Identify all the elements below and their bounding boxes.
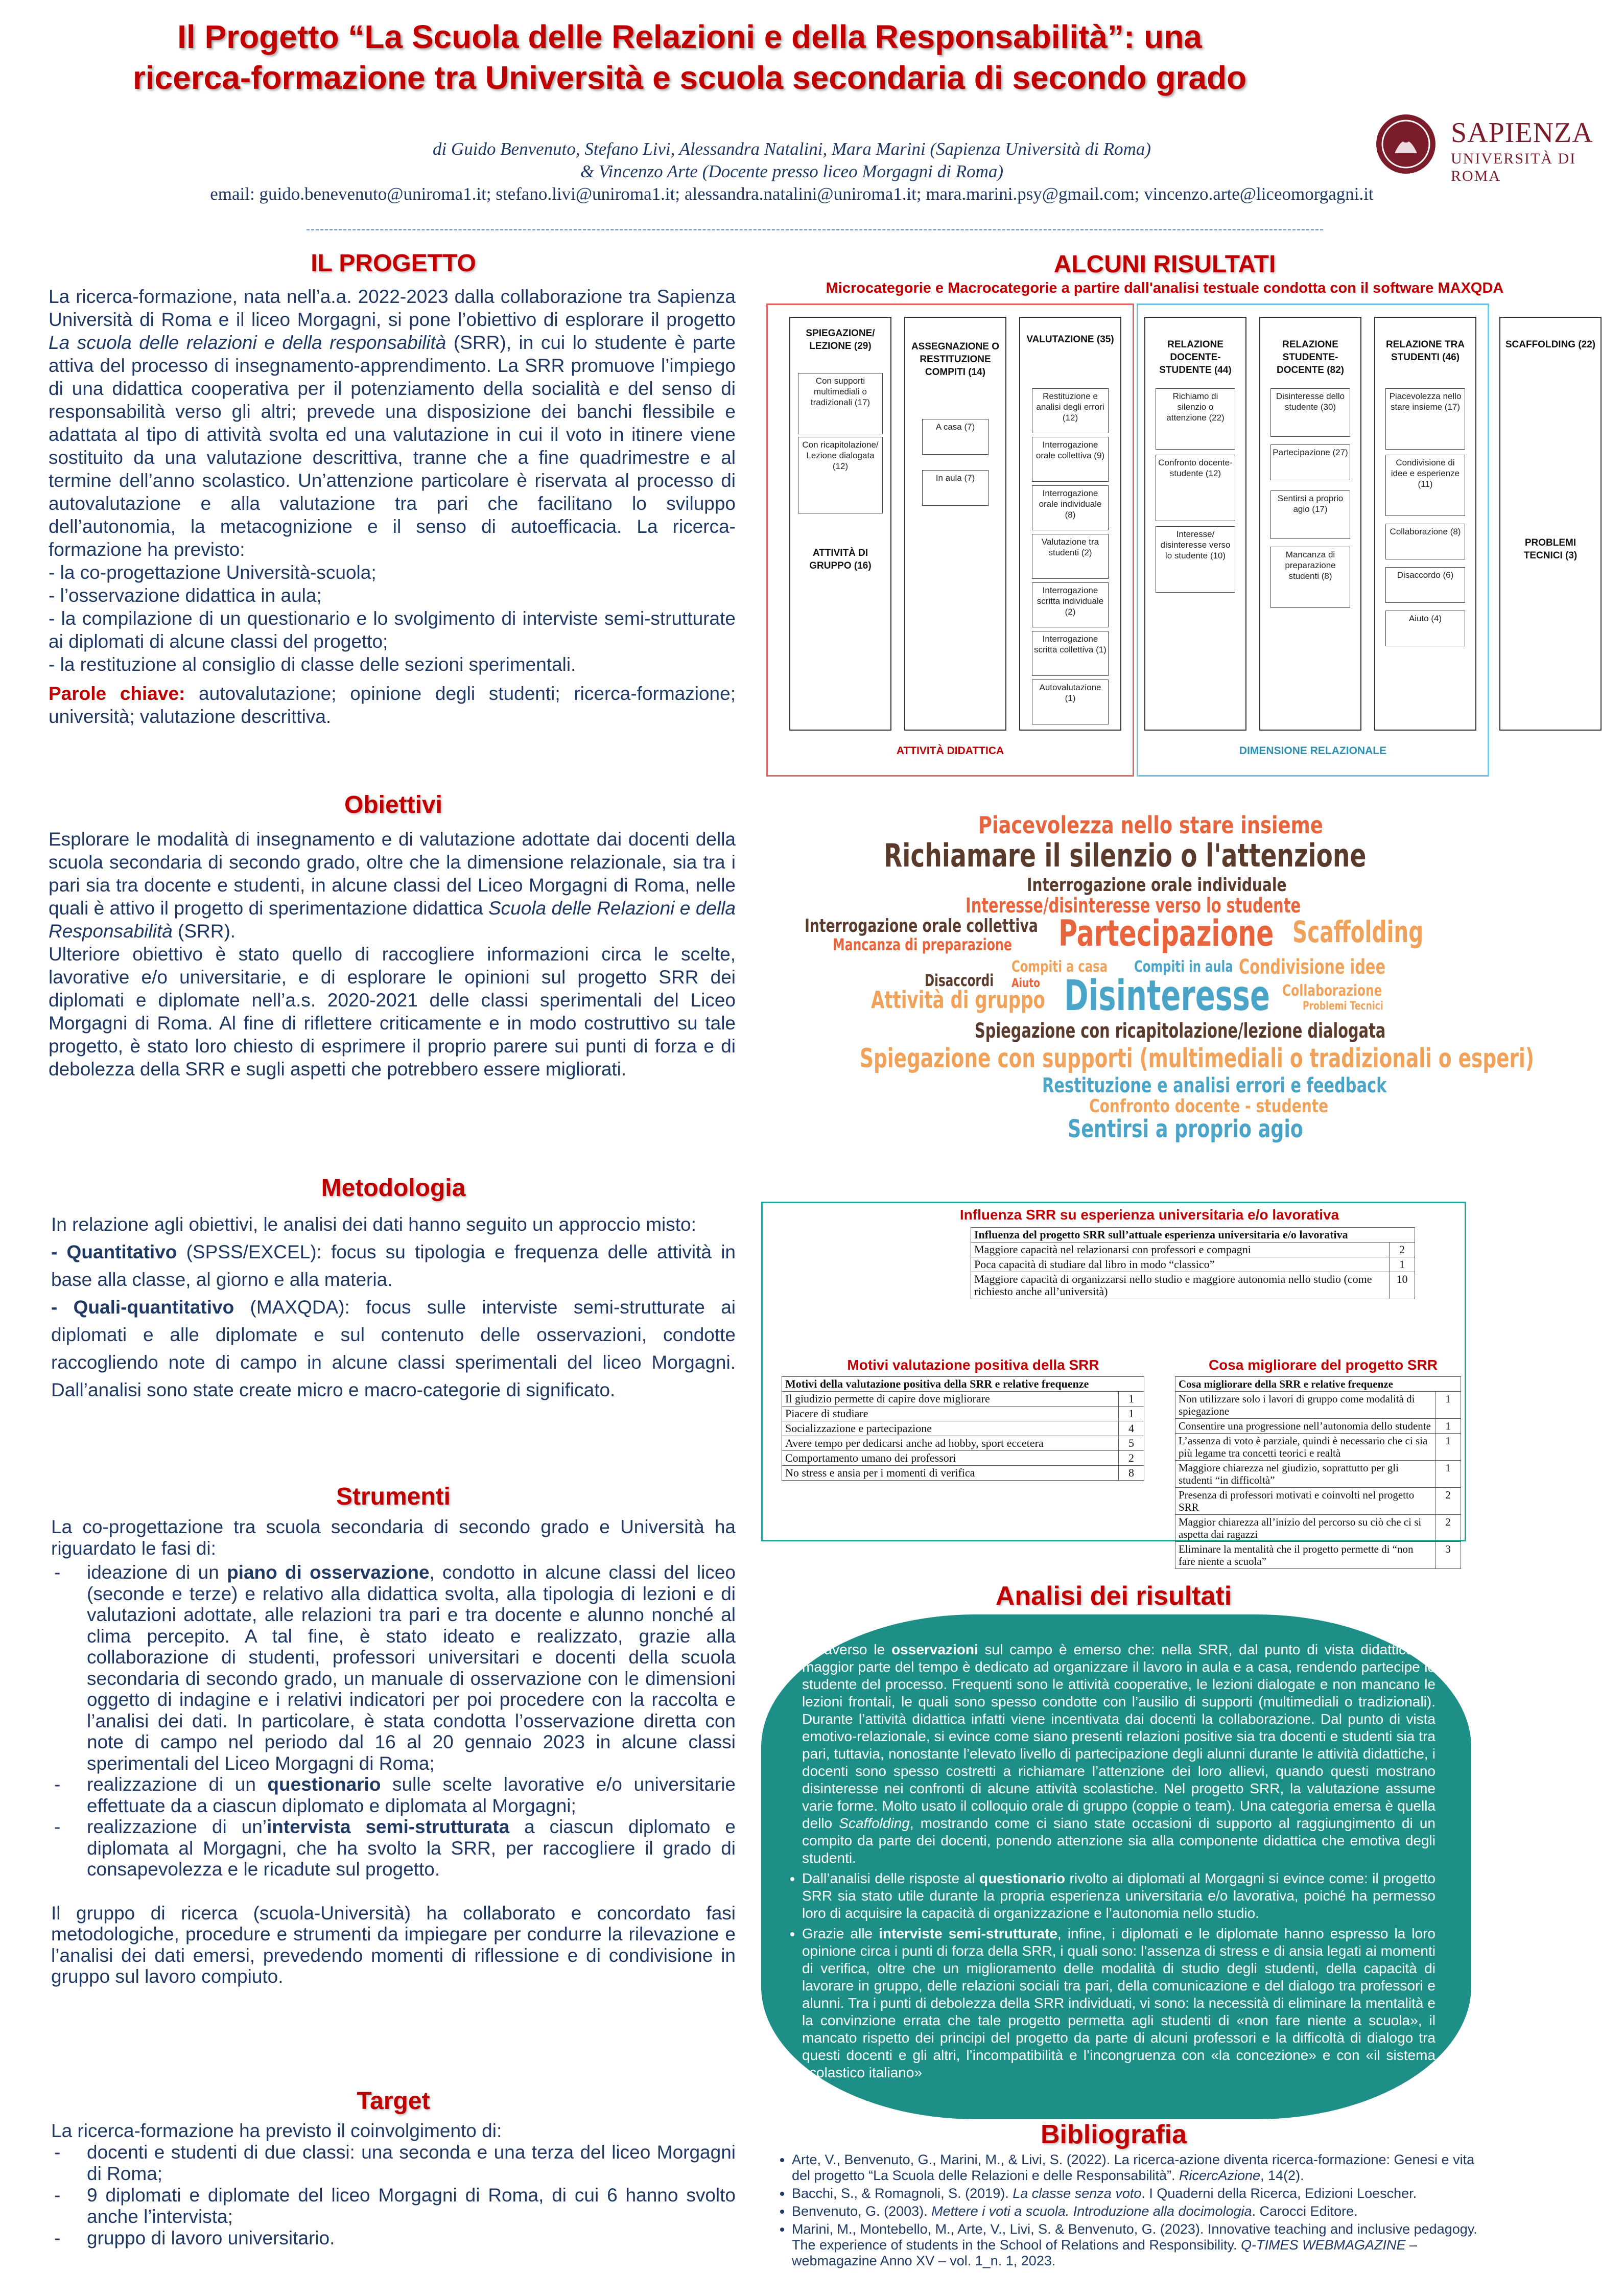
- authors-line-2: & Vincenzo Arte (Docente presso liceo Morgagni di Roma): [580, 161, 1004, 181]
- table-row: Il giudizio permette di capire dove migliorare 1: [782, 1392, 1144, 1407]
- analisi-bullet: • Grazie alle interviste semi-strutturate, infine, i diplomati e le diplomate hanno espresso la loro opinione circa i punti di forza della SRR, i quali sono: l’assenza di stress e di ansia legati ai momenti di verifica, oltre che un miglioramento delle modalità di studio degli studenti, della capacità di lavorare in gruppo, delle relazioni sociali tra pari, della comunicazione e del dialogo tra professori e alunni. Tra i punti di debolezza della SRR individuati, vi sono: la necessità di eliminare la mentalità e la convinzione errata che tale progetto permetta agli studenti di «non fare niente a scuola», il mancato rispetto dei principi del progetto da parte di alcuni professori e la difficoltà di dialogo tra questi docenti e gli altri, l’incompatibilità e l’incongruenza con «la concezione» e con «il sistema scolastico italiano»: [802, 1925, 1435, 2081]
- migliorare-caption: Cosa migliorare del progetto SRR: [1208, 1357, 1438, 1373]
- target-item: - 9 diplomati e diplomate del liceo Morgagni di Roma, di cui 6 hanno svolto anche l’intervista;: [51, 2185, 736, 2228]
- category-relazione-docente-studente: RELAZIONE DOCENTE-STUDENTE (44): [1144, 317, 1246, 731]
- subcategory: Partecipazione (27): [1270, 444, 1350, 480]
- wc-word: Richiamare il silenzio o l'attenzione: [884, 837, 1367, 874]
- table-row: Non utilizzare solo i lavori di gruppo come modalità di spiegazione 1: [1175, 1392, 1461, 1419]
- word-cloud: [766, 807, 1534, 1144]
- wc-word: Compiti in aula: [1134, 958, 1233, 976]
- bibliografia-list: [766, 2152, 1481, 2271]
- table-row: Avere tempo per dedicarsi anche ad hobby, sport eccetera 5: [782, 1436, 1144, 1451]
- table-row: Maggiore capacità di organizzarsi nello studio e maggiore autonomia nello studio (come richiesto anche all’università) 10: [971, 1272, 1415, 1299]
- progetto-heading: IL PROGETTO: [311, 250, 476, 277]
- table-row: Comportamento umano dei professori 2: [782, 1451, 1144, 1466]
- wc-word: Collaborazione: [1282, 982, 1382, 1000]
- table-row: Eliminare la mentalità che il progetto permette di “non fare niente a scuola” 3: [1175, 1542, 1461, 1569]
- risultati-heading: ALCUNI RISULTATI: [1053, 251, 1276, 278]
- wc-word: Spiegazione con ricapitolazione/lezione dialogata: [975, 1019, 1386, 1043]
- wc-word: Mancanza di preparazione: [833, 935, 1012, 954]
- wc-word: Interesse/disinteresse verso lo studente: [966, 894, 1301, 918]
- strumenti-item: - realizzazione di un questionario sulle scelte lavorative e/o universitarie effettuate da a ciascun diplomato e diplomata al Morgagni;: [51, 1774, 736, 1816]
- strumenti-heading: Strumenti: [336, 1483, 451, 1510]
- obiettivi-text: Esplorare le modalità di insegnamento e di valutazione adottate dai docenti della scuola secondaria di secondo grado, oltre che la dimensione relazionale, sia tra i pari sia tra docente e studenti, in alcune classi del Liceo Morgagni di Roma, nelle quali è attivo il progetto di sperimentazione didattica Scuola delle Relazioni e della Responsabilità (SRR). Ulteriore obiettivo è stato quello di raccogliere informazioni circa le scelte, lavorative e/o universitarie, e di esplorare le opinioni sul progetto SRR dei diplomati e diplomate nell’a.s. 2020-2021 delle classi sperimentali del Liceo Morgagni di Roma. Al fine di riflettere criticamente e in modo costruttivo su tale progetto, è stato loro chiesto di esprimere il proprio parere sui punti di forza e di debolezza della SRR e sugli aspetti che potrebbero essere migliorati.: [49, 829, 736, 1080]
- wc-word: Compiti a casa: [1011, 958, 1108, 976]
- authors-line-1: di Guido Benvenuto, Stefano Livi, Alessandra Natalini, Mara Marini (Sapienza Università di Roma): [432, 139, 1151, 159]
- target-item: - gruppo di lavoro universitario.: [51, 2228, 736, 2249]
- subcategory: Interrogazione scritta collettiva (1): [1032, 631, 1109, 676]
- subcategory: Interrogazione orale individuale (8): [1032, 485, 1109, 530]
- subcategory: Aiuto (4): [1385, 611, 1465, 646]
- subcategory: Disaccordo (6): [1385, 567, 1465, 603]
- reference-item: • Marini, M., Montebello, M., Arte, V., Livi, S. & Benvenuto, G. (2023). Innovative teaching and inclusive pedagogy. The experience of students in the School of Relations and Responsibility. Q-TIMES WEBMAGAZINE – webmagazine Anno XV – vol. 1_n. 1, 2023.: [792, 2221, 1481, 2269]
- wc-word: Disaccordi: [925, 971, 994, 990]
- table-row: Maggior chiarezza all’inizio del percorso su ciò che ci si aspetta dai ragazzi 2: [1175, 1515, 1461, 1542]
- subcategory: Con supporti multimediali o tradizionali (17): [798, 373, 883, 434]
- wc-word: Restituzione e analisi errori e feedback: [1042, 1074, 1387, 1097]
- wc-word: Piacevolezza nello stare insieme: [978, 811, 1323, 839]
- target-text: La ricerca-formazione ha previsto il coinvolgimento di: - docenti e studenti di due classi: una seconda e una terza del liceo Morgagni di Roma; - 9 diplomati e diplomate del liceo Morgagni di Roma, di cui 6 hanno svolto anche l’intervista; - gruppo di lavoro universitario.: [51, 2120, 736, 2249]
- header-divider: [307, 229, 1323, 230]
- subcategory: Interesse/ disinteresse verso lo studente (10): [1156, 526, 1235, 593]
- wc-word: Disinteresse: [1064, 972, 1270, 1020]
- keywords: Parole chiave: autovalutazione; opinione degli studenti; ricerca-formazione; università; valutazione descrittiva.: [49, 683, 736, 727]
- influenza-table: Influenza del progetto SRR sull’attuale esperienza universitaria e/o lavorativa Maggiore capacità nel relazionarsi con professori e compagni 2 Poca capacità di studiare dal libro in modo “classico” 1 Maggiore capacità di organizzarsi nello studio e maggiore autonomia nello studio (come richiesto anche all’università) 10: [971, 1227, 1415, 1299]
- category-spiegazione: SPIEGAZIONE/ LEZIONE (29): [789, 317, 891, 731]
- subcategory: Disinteresse dello studente (30): [1270, 388, 1350, 437]
- metodologia-heading: Metodologia: [321, 1175, 466, 1202]
- table-row: Presenza di professori motivati e coinvolti nel progetto SRR 2: [1175, 1488, 1461, 1515]
- table-row: Maggiore capacità nel relazionarsi con professori e compagni 2: [971, 1243, 1415, 1257]
- analisi-bullet: • Dall’analisi delle risposte al questionario rivolto ai diplomati al Morgagni si evince come: il progetto SRR sia stato utile durante la propria esperienza universitaria e/o lavorativa, poiché ha permesso loro di acquisire la capacità di organizzazione e l’autonomia nello studio.: [802, 1870, 1435, 1922]
- wc-word: Scaffolding: [1292, 915, 1424, 949]
- logo-subtitle: UNIVERSITÀ DI ROMA: [1451, 150, 1576, 184]
- table-row: Piacere di studiare 1: [782, 1407, 1144, 1421]
- subcategory: Valutazione tra studenti (2): [1032, 534, 1109, 579]
- category-relazione-studente-docente: RELAZIONE STUDENTE-DOCENTE (82): [1259, 317, 1361, 731]
- category-compiti: ASSEGNAZIONE O RESTITUZIONE COMPITI (14): [904, 317, 1006, 731]
- analisi-bullet: • Attraverso le osservazioni sul campo è emerso che: nella SRR, dal punto di vista didattico, la maggior parte del tempo è dedicato ad organizzare il lavoro in aula e a casa, rendendo partecipe lo studente del processo. Frequenti sono le attività cooperative, le lezioni dialogate e non mancano le lezioni frontali, le quali sono spesso condotte con l’ausilio di supporti (multimediali o tradizionali). Durante l’attività didattica infatti viene incentivata dai docenti la collaborazione. Dal punto di vista emotivo-relazionale, si evince come siano presenti relazioni positive sia tra docenti e studenti sia tra pari, tuttavia, nonostante l’elevato livello di partecipazione degli alunni durante le attività didattiche, i docenti sono spesso costretti a richiamare l’attenzione dei loro allievi, quando questi mostrano disinteresse nei confronti di alcune attività scolastiche. Nel progetto SRR, la valutazione assume varie forme. Molto usato il colloquio orale di gruppo (coppie o team). Una categoria emersa è quella dello Scaffolding, mostrando come ci siano state occasioni di supporto al raggiungimento di un compito da parte dei docenti, ponendo attenzione sia alla componente didattica che emotiva degli studenti.: [802, 1641, 1435, 1867]
- poster-title: [77, 16, 1303, 98]
- subcategory: Interrogazione scritta individuale (2): [1032, 582, 1109, 627]
- table-row: Socializzazione e partecipazione 4: [782, 1421, 1144, 1436]
- risultati-subheading: Microcategorie e Macrocategorie a partire dall'analisi testuale condotta con il software MAXQDA: [826, 280, 1504, 296]
- authors-email: email: guido.benevenuto@uniroma1.it; stefano.livi@uniroma1.it; alessandra.natalini@uniroma1.it; mara.marini.psy@gmail.com; vincenzo.arte@liceomorgagni.it: [210, 184, 1374, 204]
- sapienza-seal-icon: [1374, 112, 1441, 179]
- wc-word: Sentirsi a proprio agio: [1068, 1115, 1303, 1143]
- metodologia-text: In relazione agli obiettivi, le analisi dei dati hanno seguito un approccio misto: - Quantitativo (SPSS/EXCEL): focus su tipologia e frequenza delle attività in base alla classe, al giorno e alla materia. - Quali-quantitativo (MAXQDA): focus sulle interviste semi-strutturate ai diplomati e alle diplomate e sul contenuto delle osservazioni, condotte raccogliendo note di campo in alcune classi sperimentali del liceo Morgagni. Dall’analisi sono state create micro e macro-categorie di significato.: [51, 1214, 736, 1400]
- logo-name: SAPIENZA: [1451, 117, 1593, 149]
- wc-word: Attività di gruppo: [871, 986, 1045, 1014]
- progetto-item: - la co-progettazione Università-scuola;: [49, 562, 376, 583]
- subcategory: Condivisione di idee e esperienze (11): [1385, 455, 1465, 516]
- table-row: Poca capacità di studiare dal libro in modo “classico” 1: [971, 1257, 1415, 1272]
- category-problemi-tecnici: PROBLEMI TECNICI (3): [1523, 537, 1578, 561]
- label-attivita-didattica: ATTIVITÀ DIDATTICA: [896, 745, 1004, 757]
- category-valutazione: VALUTAZIONE (35): [1019, 317, 1121, 731]
- table-row: Consentire una progressione nell’autonomia dello studente 1: [1175, 1419, 1461, 1434]
- category-attivita-gruppo: ATTIVITÀ DI GRUPPO (16): [809, 548, 872, 571]
- progetto-item: - l’osservazione didattica in aula;: [49, 585, 322, 606]
- category-scaffolding: SCAFFOLDING (22): [1499, 317, 1602, 731]
- sapienza-logo: [1374, 112, 1593, 184]
- title-line-2: ricerca-formazione tra Università e scuola secondaria di secondo grado: [132, 59, 1247, 96]
- subcategory: Sentirsi a proprio agio (17): [1270, 490, 1350, 539]
- target-item: - docenti e studenti di due classi: una seconda e una terza del liceo Morgagni di Roma;: [51, 2142, 736, 2185]
- reference-item: • Arte, V., Benvenuto, G., Marini, M., & Livi, S. (2022). La ricerca-azione diventa ricerca-formazione: Genesi e vita del progetto “La Scuola delle Relazioni e delle Responsabilità”. RicercAzione, 14(2).: [792, 2152, 1481, 2184]
- analisi-heading: Analisi dei risultati: [995, 1581, 1232, 1611]
- wc-word: Interrogazione orale collettiva: [805, 916, 1038, 936]
- wc-word: Condivisione idee: [1239, 955, 1385, 979]
- authors-block: [102, 138, 1481, 205]
- progetto-item: - la restituzione al consiglio di classe delle sezioni sperimentali.: [49, 654, 576, 675]
- subcategory: Richiamo di silenzio o attenzione (22): [1156, 388, 1235, 450]
- influenza-caption: Influenza SRR su esperienza universitaria e/o lavorativa: [959, 1207, 1339, 1223]
- subcategory: Con ricapitolazione/ Lezione dialogata (12): [798, 437, 883, 513]
- progetto-text: La ricerca-formazione, nata nell’a.a. 2022-2023 dalla collaborazione tra Sapienza Università di Roma e il liceo Morgagni, si pone l’obiettivo di esplorare il progetto La scuola delle relazioni e della responsabilità (SRR), in cui lo studente è parte attiva del processo di insegnamento-apprendimento. La SRR promuove l’impiego di una didattica cooperativa per il potenziamento della socialità e del senso di responsabilità verso gli altri; prevede una disposizione dei banchi flessibile e adattata al tipo di attività svolta ed una valutazione in cui il voto in itinere viene sostituito da una valutazione descrittiva, tranne che a fine quadrimestre e al termine dell’anno scolastico. Un’attenzione particolare è riservata al processo di autovalutazione e alla valutazione tra pari che facilitano lo sviluppo dell’autonomia, la metacognizione e il senso di autoefficacia. La ricerca-formazione ha previsto: - la co-progettazione Università-scuola; - l’osservazione didattica in aula; - la compilazione di un questionario e lo svolgimento di interviste semi-strutturate ai diplomati di alcune classi del progetto; - la restituzione al consiglio di classe delle sezioni sperimentali. Parole chiave: autovalutazione; opinione degli studenti; ricerca-formazione; università; valutazione descrittiva.: [49, 286, 736, 727]
- label-dimensione-relazionale: DIMENSIONE RELAZIONALE: [1239, 745, 1387, 757]
- obiettivi-heading: Obiettivi: [344, 791, 443, 818]
- reference-item: • Benvenuto, G. (2003). Mettere i voti a scuola. Introduzione alla docimologia. Carocci Editore.: [792, 2204, 1481, 2219]
- subcategory: Collaborazione (8): [1385, 524, 1465, 559]
- strumenti-item: - ideazione di un piano di osservazione, condotto in alcune classi del liceo (seconde e terze) e relativo alla didattica svolta, alla tipologia di lezioni e di valutazioni adottate, alle relazioni tra pari e tra docente e alunno nonché al clima percepito. A tal fine, è stato ideato e realizzato, grazie alla collaborazione di studenti, professori universitari e docenti della scuola secondaria di secondo grado, un manuale di osservazione con le dimensioni oggetto di indagine e i relativi indicatori per poi procedere con la raccolta e l’analisi dei dati. In particolare, è stata condotta l’osservazione diretta con note di campo nel periodo dal 16 al 20 gennaio 2023 in alcune classi sperimentali del Liceo Morgagni di Roma;: [51, 1562, 736, 1774]
- table-row: Maggiore chiarezza nel giudizio, soprattutto per gli studenti “in difficoltà” 1: [1175, 1461, 1461, 1488]
- analisi-panel: [761, 1614, 1471, 2119]
- category-relazione-tra-studenti: RELAZIONE TRA STUDENTI (46): [1374, 317, 1476, 731]
- wc-word: Problemi Tecnici: [1303, 1000, 1383, 1013]
- wc-word: Spiegazione con supporti (multimediali o tradizionali o esperi): [860, 1043, 1534, 1074]
- wc-word: Aiuto: [1011, 976, 1041, 990]
- subcategory: Interrogazione orale collettiva (9): [1032, 437, 1109, 482]
- subcategory: Autovalutazione (1): [1032, 680, 1109, 724]
- wc-word: Interrogazione orale individuale: [1027, 875, 1287, 896]
- target-heading: Target: [357, 2088, 430, 2115]
- title-line-1: Il Progetto “La Scuola delle Relazioni e della Responsabilità”: una: [177, 18, 1202, 55]
- subcategory: Confronto docente-studente (12): [1156, 455, 1235, 521]
- table-row: L’assenza di voto è parziale, quindi è necessario che ci sia più legame tra concetti teorici e realtà 1: [1175, 1434, 1461, 1461]
- subcategory: Restituzione e analisi degli errori (12): [1032, 388, 1109, 433]
- table-row: No stress e ansia per i momenti di verifica 8: [782, 1466, 1144, 1481]
- strumenti-item: - realizzazione di un’intervista semi-strutturata a ciascun diplomato e diplomata al Morgagni, che ha svolto la SRR, per raccogliere il grado di consapevolezza e le ricadute sul progetto.: [51, 1816, 736, 1880]
- strumenti-text: La co-progettazione tra scuola secondaria di secondo grado e Università ha riguardato le fasi di: - ideazione di un piano di osservazione, condotto in alcune classi del liceo (seconde e terze) e relativo alla didattica svolta, alla tipologia di lezioni e di valutazioni adottate, alle relazioni tra pari e tra docente e alunno nonché al clima percepito. A tal fine, è stato ideato e realizzato, grazie alla collaborazione di studenti, professori universitari e docenti della scuola secondaria di secondo grado, un manuale di osservazione con le dimensioni oggetto di indagine e i relativi indicatori per poi procedere con la raccolta e l’analisi dei dati. In particolare, è stata condotta l’osservazione diretta con note di campo nel periodo dal 16 al 20 gennaio 2023 in alcune classi sperimentali del Liceo Morgagni di Roma; - realizzazione di un questionario sulle scelte lavorative e/o universitarie effettuate da a ciascun diplomato e diplomata al Morgagni; - realizzazione di un’intervista semi-strutturata a ciascun diplomato e diplomata al Morgagni, che ha svolto la SRR, per raccogliere il grado di consapevolezza e le ricadute sul progetto. Il gruppo di ricerca (scuola-Università) ha collaborato e concordato fasi metodologiche, procedure e strumenti da impiegare per condurre la rilevazione e l’analisi dei dati emersi, prevedendo momenti di riflessione e di condivisione in gruppo sul lavoro compiuto.: [51, 1516, 736, 1987]
- motivi-caption: Motivi valutazione positiva della SRR: [847, 1357, 1099, 1373]
- migliorare-table: Cosa migliorare della SRR e relative frequenze Non utilizzare solo i lavori di gruppo come modalità di spiegazione 1 Consentire una progressione nell’autonomia dello studente 1 L’assenza di voto è parziale, quindi è necessario che ci sia più legame tra concetti teorici e realtà 1 Maggiore chiarezza nel giudizio, soprattutto per gli studenti “in difficoltà” 1 Presenza di professori motivati e coinvolti nel progetto SRR 2 Maggior chiarezza all’inizio del percorso su ciò che ci si aspetta dai ragazzi 2 Eliminare la mentalità che il progetto permette di “non fare niente a scuola” 3: [1175, 1376, 1461, 1569]
- wc-word: Confronto docente - studente: [1089, 1096, 1329, 1117]
- motivi-table: Motivi della valutazione positiva della SRR e relative frequenze Il giudizio permette di capire dove migliorare 1 Piacere di studiare 1 Socializzazione e partecipazione 4 Avere tempo per dedicarsi anche ad hobby, sport eccetera 5 Comportamento umano dei professori 2 No stress e ansia per i momenti di verifica 8: [782, 1376, 1144, 1481]
- subcategory: In aula (7): [922, 470, 988, 506]
- progetto-item: - la compilazione di un questionario e lo svolgimento di interviste semi-strutturate ai diplomati di alcune classi del progetto;: [49, 608, 736, 652]
- bibliografia-heading: Bibliografia: [1040, 2120, 1187, 2149]
- subcategory: Piacevolezza nello stare insieme (17): [1385, 388, 1465, 450]
- subcategory: A casa (7): [922, 419, 988, 455]
- wc-word: Partecipazione: [1058, 912, 1274, 954]
- subcategory: Mancanza di preparazione studenti (8): [1270, 547, 1350, 608]
- reference-item: • Bacchi, S., & Romagnoli, S. (2019). La classe senza voto. I Quaderni della Ricerca, Edizioni Loescher.: [792, 2186, 1481, 2201]
